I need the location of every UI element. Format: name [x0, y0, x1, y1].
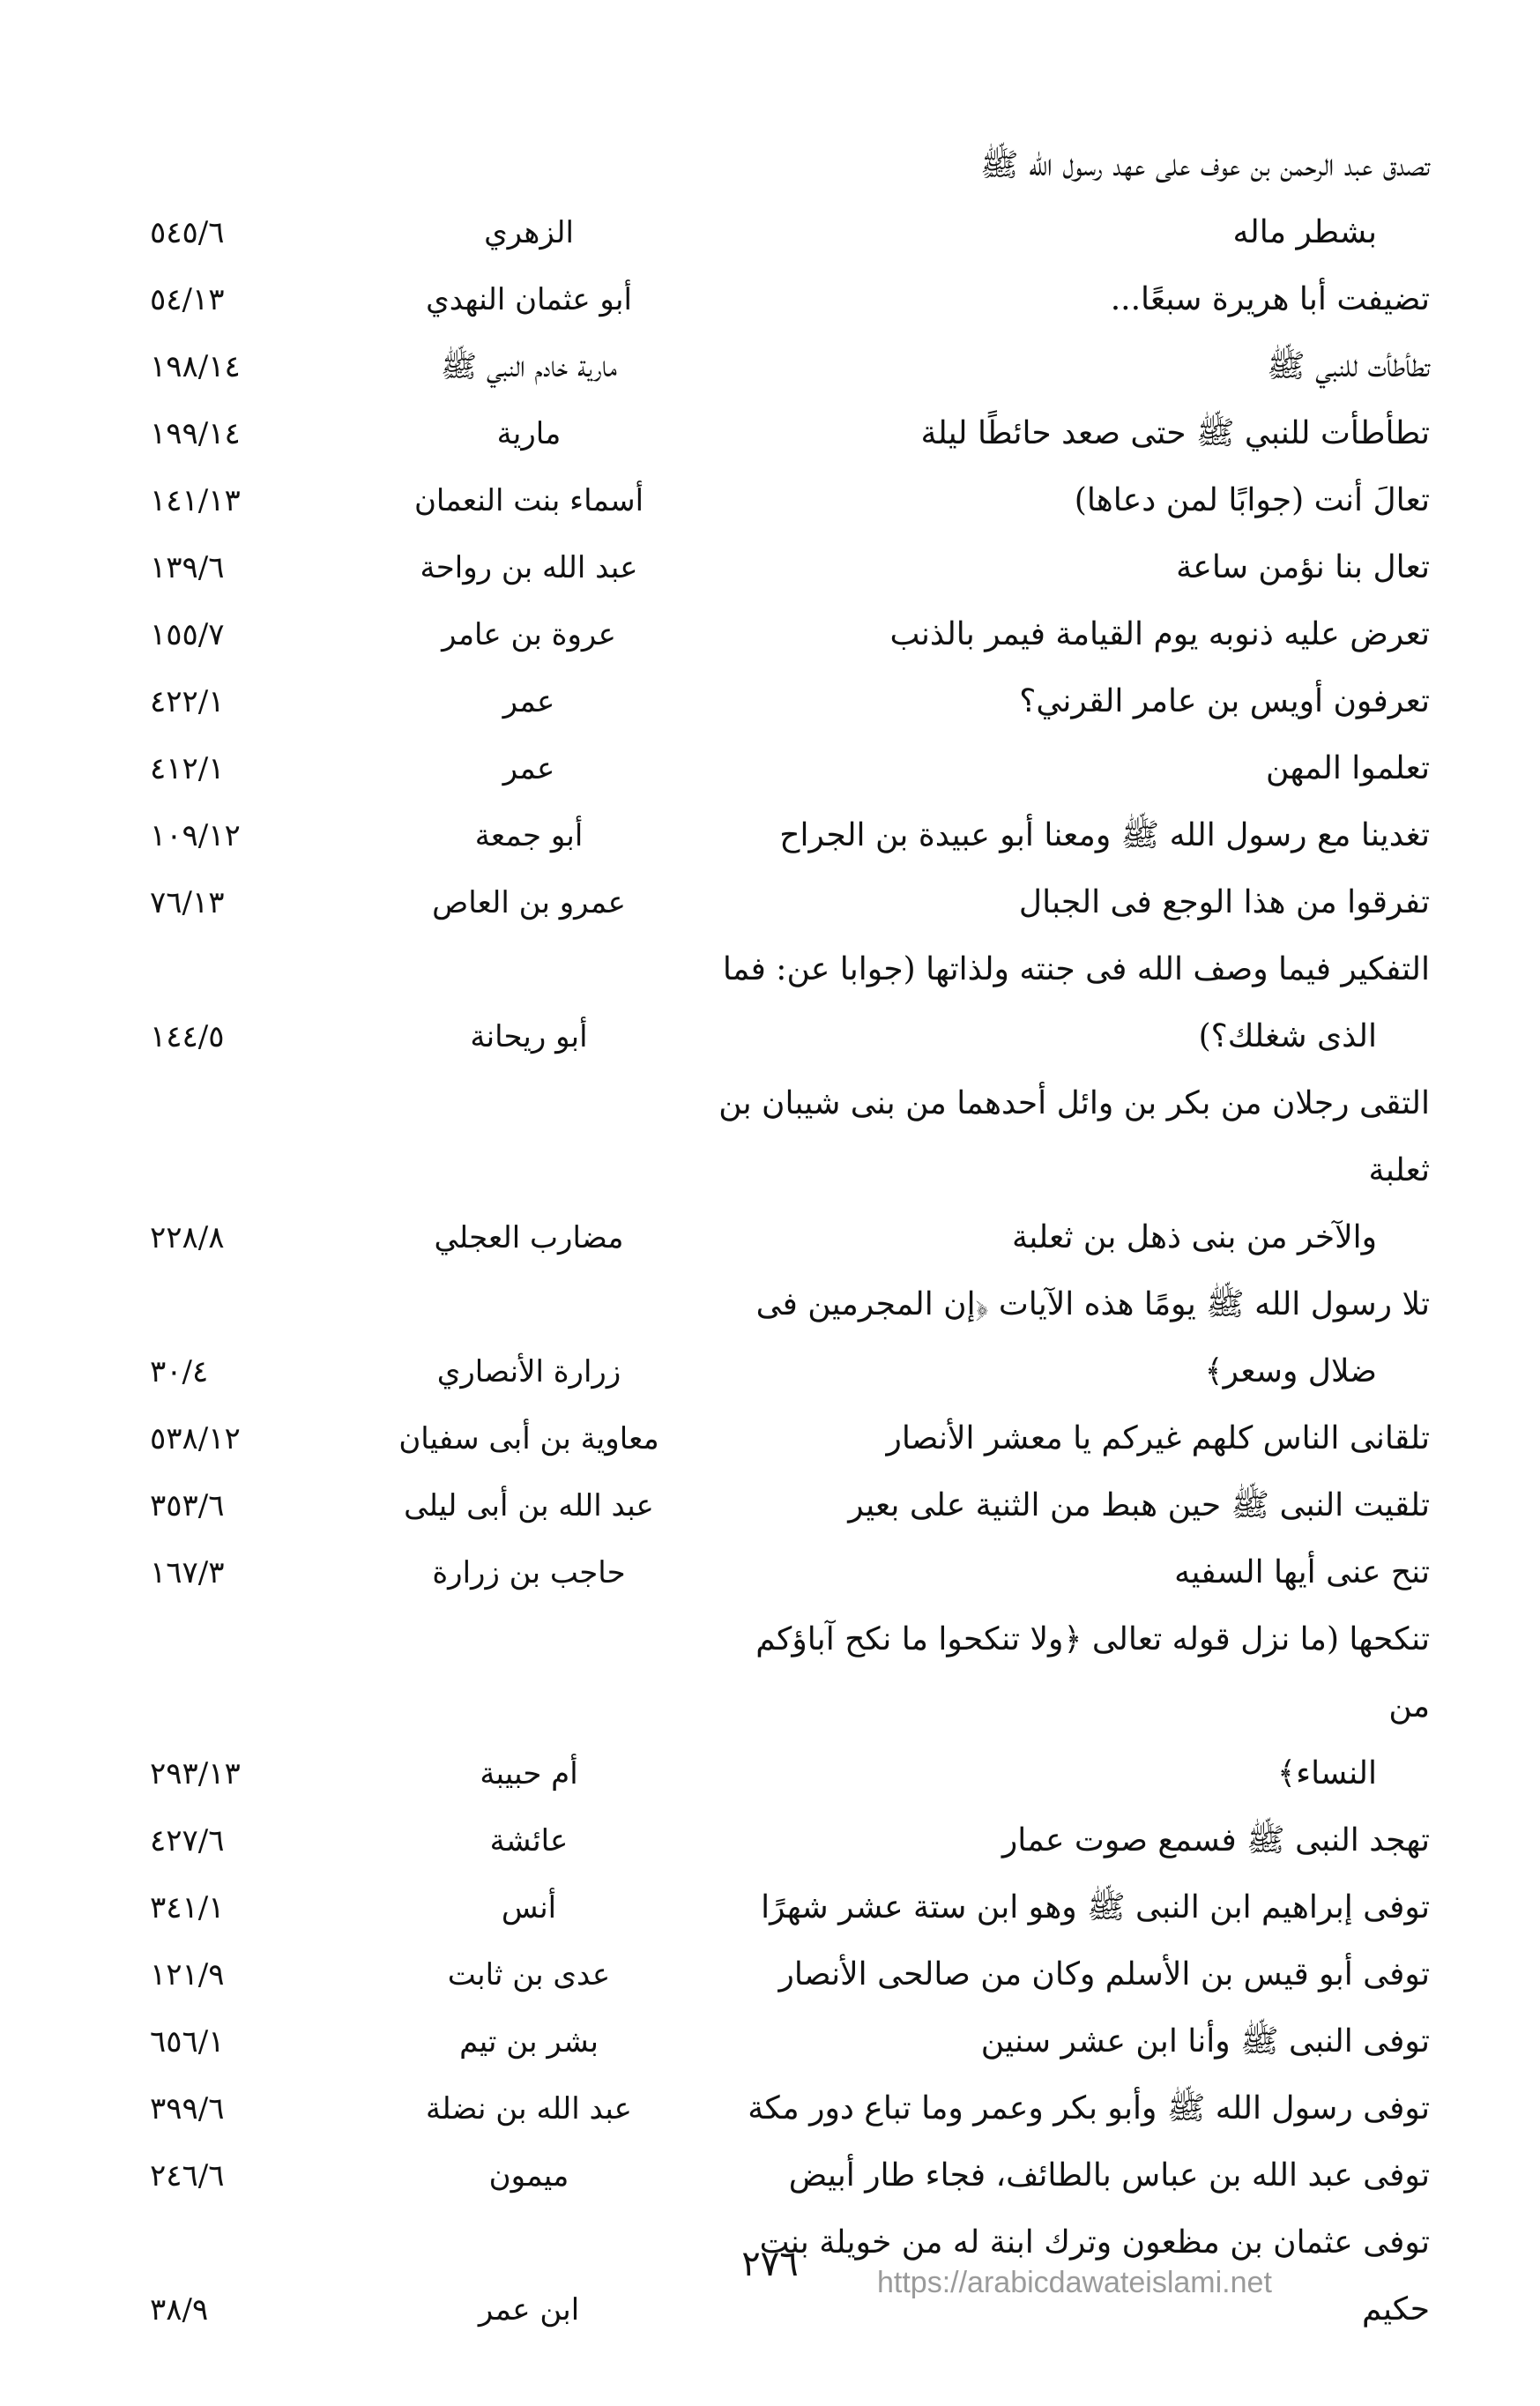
entry-text — [714, 1070, 1437, 1271]
entry-reference: ٥٤٥/٦ — [150, 215, 225, 250]
entry-text-line: تعلموا المهن — [1266, 750, 1430, 786]
entry-text-line: توفى أبو قيس بن الأسلم وكان من صالحى الأنصار — [778, 1956, 1430, 1993]
entry-narrator: الزهري — [484, 215, 574, 250]
index-entry-row — [132, 1874, 1437, 1941]
entry-text-line: توفى رسول الله ﷺ وأبو بكر وعمر وما تباع دور مكة — [748, 2090, 1430, 2127]
entry-reference: ١٣٩/٦ — [150, 550, 225, 585]
entry-text — [714, 601, 1437, 668]
entry-reference: ٧٦/١٣ — [150, 885, 225, 920]
index-entry-row — [132, 467, 1437, 534]
entry-text — [714, 400, 1437, 467]
index-entry-row — [132, 534, 1437, 601]
entry-reference: ٥٣٨/١٢ — [150, 1421, 241, 1456]
entry-text-line: تنكحها (ما نزل قوله تعالى ﴿ولا تنكحوا ما نكح آباؤكم من — [755, 1621, 1430, 1724]
entry-text-line: تضيفت أبا هريرة سبعًا... — [1110, 281, 1430, 317]
entry-text-line: تعرض عليه ذنوبه يوم القيامة فيمر بالذنب — [889, 616, 1430, 652]
entry-narrator: مارية خادم النبي ﷺ — [441, 349, 617, 384]
index-entry-row — [132, 2142, 1437, 2209]
entry-text-line: توفى عبد الله بن عباس بالطائف، فجاء طار أبيض — [788, 2157, 1430, 2194]
entry-reference: ١٥٥/٧ — [150, 617, 225, 652]
entry-narrator: أسماء بنت النعمان — [413, 483, 644, 518]
index-entry-row — [132, 1472, 1437, 1539]
index-entry-row — [132, 668, 1437, 735]
entry-reference: ٤١٢/١ — [150, 751, 225, 786]
entry-text — [714, 534, 1437, 601]
entry-narrator: أبو عثمان النهدي — [426, 282, 632, 317]
index-entry-row — [132, 802, 1437, 869]
entry-reference: ٣٥٣/٦ — [150, 1488, 225, 1523]
entry-reference: ٣٠/٤ — [150, 1354, 209, 1389]
index-entry-row — [132, 1070, 1437, 1271]
entry-narrator: عبد الله بن نضلة — [426, 2091, 632, 2127]
entry-text — [714, 132, 1437, 266]
entry-narrator: أم حبيبة — [480, 1756, 578, 1791]
entry-reference: ٣٩٩/٦ — [150, 2091, 225, 2127]
watermark-url: https://arabicdawateislami.net — [877, 2266, 1272, 2299]
index-entry-row — [132, 266, 1437, 333]
entry-reference: ٢٩٣/١٣ — [150, 1756, 241, 1791]
entry-text — [714, 2075, 1437, 2142]
entry-text-line: توفى إبراهيم ابن النبى ﷺ وهو ابن ستة عشر شهرًا — [761, 1889, 1430, 1926]
entry-text — [714, 1472, 1437, 1539]
entry-text — [714, 1941, 1437, 2008]
index-entry-row — [132, 936, 1437, 1070]
index-entry-row — [132, 132, 1437, 266]
entry-text-continuation: والآخر من بنى ذهل بن ثعلبة — [1012, 1219, 1377, 1255]
entry-narrator: عروة بن عامر — [442, 617, 616, 652]
entry-narrator: عمر — [502, 751, 555, 786]
page-number: ٢٧٦ — [741, 2244, 799, 2284]
entry-text — [714, 467, 1437, 534]
entry-narrator: أبو ريحانة — [470, 1019, 588, 1054]
entry-text — [714, 735, 1437, 802]
entry-narrator: مضارب العجلي — [434, 1220, 624, 1255]
entry-text — [714, 936, 1437, 1070]
entry-narrator: أنس — [501, 1890, 557, 1926]
entry-narrator: عبد الله بن أبى ليلى — [404, 1488, 654, 1523]
index-entry-row — [132, 2075, 1437, 2142]
entry-text — [714, 1807, 1437, 1874]
entry-reference: ٢٤٦/٦ — [150, 2158, 225, 2194]
index-entry-row — [132, 1941, 1437, 2008]
entry-text — [714, 1606, 1437, 1807]
index-entry-row — [132, 333, 1437, 400]
entry-reference: ٢٢٨/٨ — [150, 1220, 225, 1255]
entry-text-line: توفى عثمان بن مظعون وترك ابنة له من خويلة بنت حكيم — [759, 2224, 1430, 2328]
entry-text-continuation: النساء﴾ — [1277, 1755, 1377, 1791]
index-entry-row — [132, 1606, 1437, 1807]
entry-text-line: تلا رسول الله ﷺ يومًا هذه الآيات ﴿إن المجرمين فى — [755, 1286, 1430, 1322]
entry-reference: ٣٤١/١ — [150, 1890, 225, 1926]
index-entry-row — [132, 1271, 1437, 1405]
entry-narrator: عمر — [502, 684, 555, 719]
entry-narrator: عبد الله بن رواحة — [420, 550, 638, 585]
entry-reference: ١٠٩/١٢ — [150, 818, 241, 853]
entry-text — [714, 266, 1437, 333]
entry-text — [714, 1874, 1437, 1941]
entry-narrator: عمرو بن العاص — [432, 885, 626, 920]
entry-text-line: تغدينا مع رسول الله ﷺ ومعنا أبو عبيدة بن الجراح — [779, 817, 1430, 853]
entry-text — [714, 802, 1437, 869]
entry-reference: ٤٢٧/٦ — [150, 1823, 225, 1859]
entry-narrator: ابن عمر — [478, 2292, 580, 2328]
entry-narrator: ميمون — [488, 2158, 569, 2194]
entry-text-line: تعرفون أويس بن عامر القرني؟ — [1019, 683, 1430, 719]
entry-narrator: عدى بن ثابت — [447, 1957, 611, 1993]
entry-text — [714, 2142, 1437, 2209]
index-entry-row — [132, 1405, 1437, 1472]
index-entry-row — [132, 2008, 1437, 2075]
entry-narrator: عائشة — [489, 1823, 569, 1859]
entry-reference: ١٤٤/٥ — [150, 1019, 225, 1054]
entry-text-line: تهجد النبى ﷺ فسمع صوت عمار — [1001, 1822, 1430, 1859]
index-entry-row — [132, 735, 1437, 802]
index-entry-row — [132, 1539, 1437, 1606]
entry-text — [714, 668, 1437, 735]
entry-text-continuation: بشطر ماله — [1232, 214, 1377, 250]
entry-text-line: تفرقوا من هذا الوجع فى الجبال — [1018, 884, 1430, 920]
entry-text-continuation: ضلال وسعر﴾ — [1204, 1353, 1377, 1389]
entry-text — [714, 333, 1437, 400]
entry-reference: ١٩٨/١٤ — [150, 349, 241, 384]
entry-text-line: تطأطأت للنبي ﷺ حتى صعد حائطًا ليلة — [920, 415, 1430, 451]
entry-text-line: توفى النبى ﷺ وأنا ابن عشر سنين — [980, 2023, 1430, 2060]
entry-text-line: تطأطأت للنبي ﷺ — [1267, 348, 1430, 384]
entry-text — [714, 1271, 1437, 1405]
entry-narrator: معاوية بن أبى سفيان — [398, 1421, 659, 1456]
entry-narrator: حاجب بن زرارة — [432, 1555, 626, 1590]
entry-reference: ١٤١/١٣ — [150, 483, 241, 518]
entry-text — [714, 2008, 1437, 2075]
entry-reference: ٣٨/٩ — [150, 2292, 209, 2328]
entry-text-line: تعالَ أنت (جوابًا لمن دعاها) — [1074, 482, 1430, 518]
index-entry-row — [132, 1807, 1437, 1874]
entry-text-line: تصدق عبد الرحمن بن عوف على عهد رسول الله ﷺ — [980, 147, 1430, 183]
index-entry-row — [132, 601, 1437, 668]
index-entry-row — [132, 400, 1437, 467]
entry-narrator: مارية — [496, 416, 562, 451]
entry-text-line: التقى رجلان من بكر بن وائل أحدهما من بنى شيبان بن ثعلبة — [718, 1085, 1430, 1188]
entry-narrator: بشر بن تيم — [459, 2024, 599, 2060]
entry-reference: ١٩٩/١٤ — [150, 416, 241, 451]
index-entry-row — [132, 869, 1437, 936]
entry-text-line: تلقيت النبى ﷺ حين هبط من الثنية على بعير — [848, 1487, 1430, 1523]
entry-reference: ٦٥٦/١ — [150, 2024, 225, 2060]
entry-text-line: التفكير فيما وصف الله فى جنته ولذاتها (جوابا عن: فما — [722, 951, 1430, 987]
entry-text-line: تعال بنا نؤمن ساعة — [1176, 549, 1430, 585]
entry-narrator: أبو جمعة — [474, 818, 584, 853]
entry-text-line: تلقانى الناس كلهم غيركم يا معشر الأنصار — [886, 1420, 1430, 1456]
entry-text-continuation: الذى شغلك؟) — [1198, 1018, 1377, 1054]
hadith-index-list — [132, 132, 1437, 2343]
entry-reference: ١٢١/٩ — [150, 1957, 225, 1993]
entry-text — [714, 1539, 1437, 1606]
entry-text — [714, 1405, 1437, 1472]
entry-reference: ٥٤/١٣ — [150, 282, 225, 317]
entry-reference: ٤٢٢/١ — [150, 684, 225, 719]
entry-reference: ١٦٧/٣ — [150, 1555, 225, 1590]
entry-text-line: تنح عنى أيها السفيه — [1174, 1554, 1430, 1590]
entry-text — [714, 869, 1437, 936]
entry-narrator: زرارة الأنصاري — [436, 1354, 621, 1389]
